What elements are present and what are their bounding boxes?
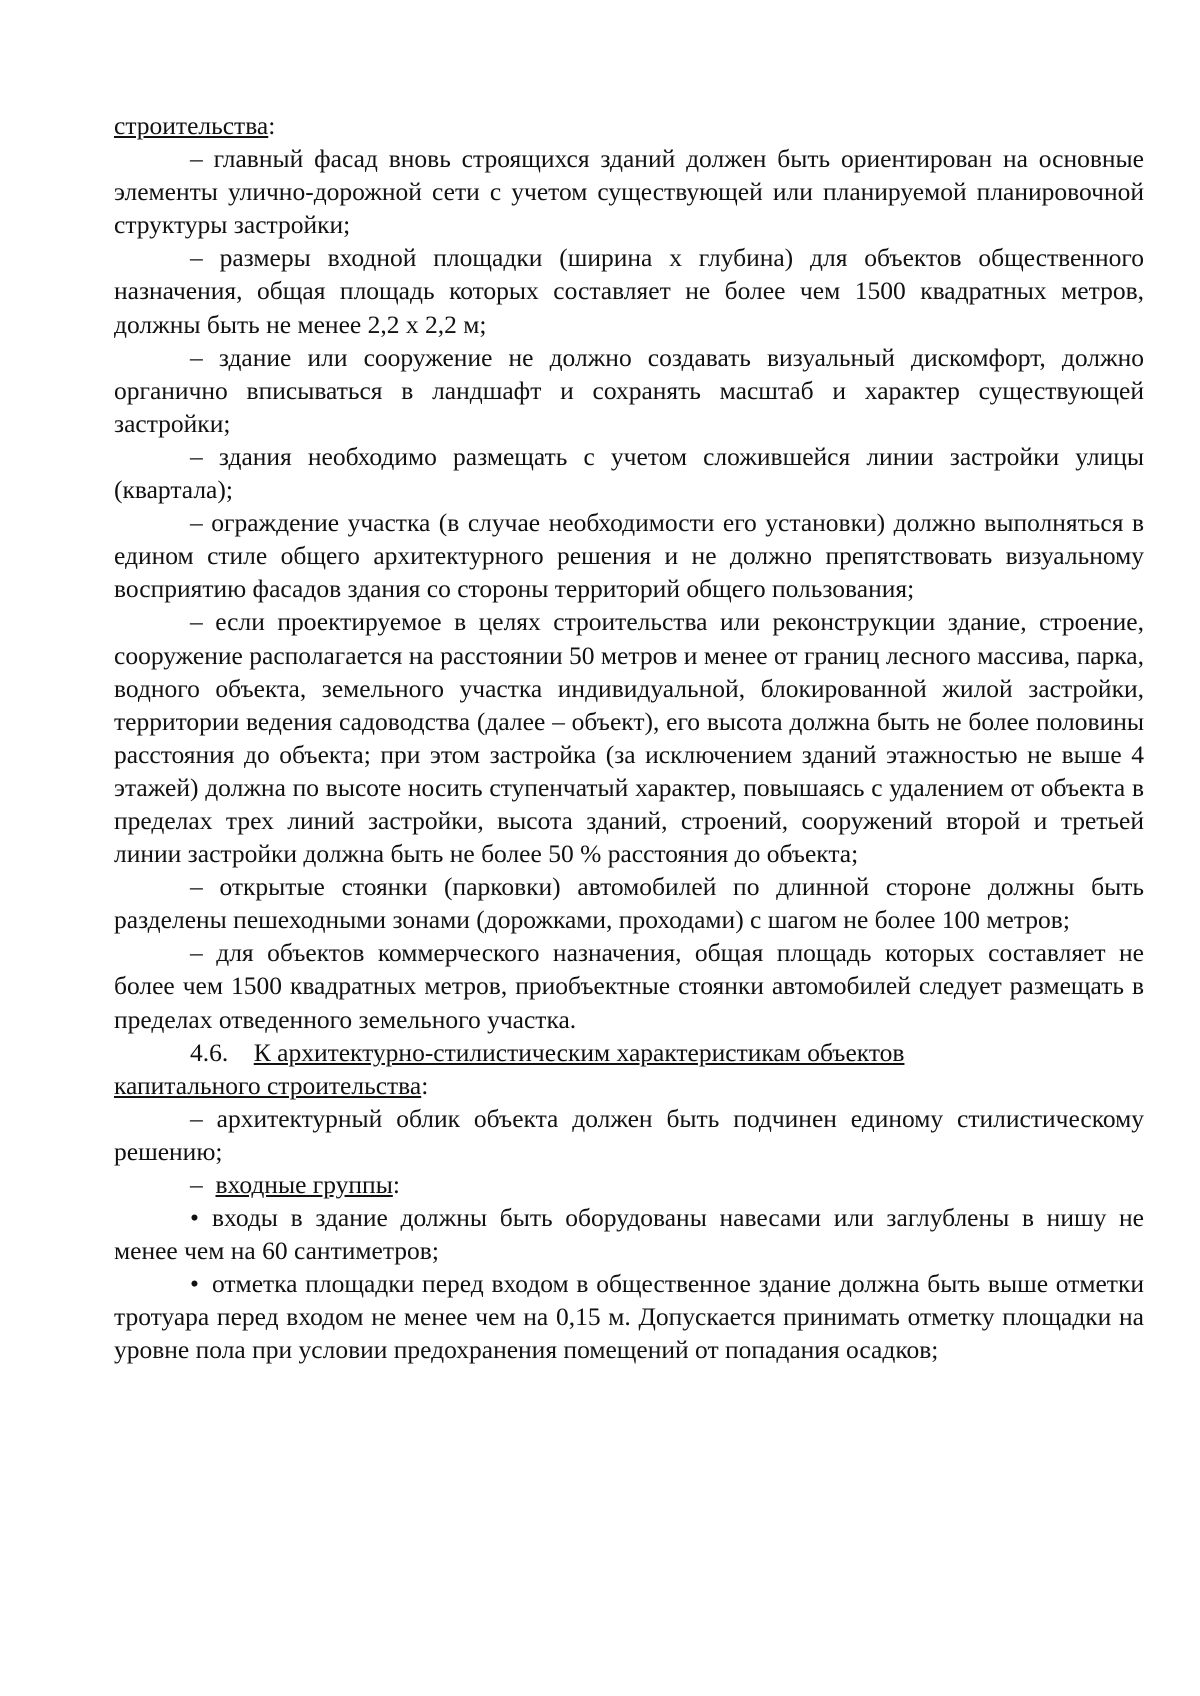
- section-heading: [114, 1036, 1144, 1069]
- bullet-text: входы в здание должны быть оборудованы навесами или заглублены в нишу не менее чем на 60 сантиметров;: [114, 1203, 1144, 1266]
- bullet-icon: •: [190, 1203, 199, 1233]
- list-item: – ограждение участка (в случае необходимости его установки) должно выполняться в едином стиле общего архитектурного решения и не должно препятствовать визуальному восприятию фасадов здания со стороны территорий общего пользования;: [114, 508, 1144, 604]
- section-title-line1: К архитектурно-стилистическим характеристикам объектов: [253, 1037, 905, 1067]
- section-heading-cont: [114, 1069, 1144, 1102]
- entry-groups-dash: –: [190, 1170, 203, 1199]
- bullet-icon: •: [190, 1269, 199, 1299]
- list-item: – главный фасад вновь строящихся зданий должен быть ориентирован на основные элементы улично-дорожной сети с учетом существующей или планируемой планировочной структуры застройки;: [114, 144, 1144, 240]
- bullet-item: [114, 1267, 1144, 1366]
- list-item: – архитектурный облик объекта должен быть подчинен единому стилистическому решению;: [114, 1103, 1144, 1166]
- entry-groups-colon: :: [392, 1170, 400, 1199]
- list-item: – размеры входной площадки (ширина х глубина) для объектов общественного назначения, общая площадь которых составляет не более чем 1500 квадратных метров, должны быть не менее 2,2 х 2,2 м;: [114, 243, 1144, 339]
- list-item: – здание или сооружение не должно создавать визуальный дискомфорт, должно органично вписываться в ландшафт и сохранять масштаб и характер существующей застройки;: [114, 342, 1144, 438]
- section-number: 4.6.: [190, 1037, 229, 1067]
- intro-line: [114, 109, 1144, 142]
- entry-groups-label: входные группы: [215, 1170, 393, 1199]
- list-item: – здания необходимо размещать с учетом сложившейся линии застройки улицы (квартала);: [114, 441, 1144, 505]
- intro-colon: :: [268, 111, 276, 140]
- document-body: [114, 109, 1144, 1367]
- section-title-line2: капитального строительства: [114, 1070, 422, 1100]
- bullet-text: отметка площадки перед входом в общественное здание должна быть выше отметки тротуара перед входом не менее чем на 0,15 м. Допускается принимать отметку площадки на уровне пола при условии предохранения помещений от попадания осадков;: [114, 1269, 1144, 1365]
- list-item: – для объектов коммерческого назначения, общая площадь которых составляет не более чем 1500 квадратных метров, приобъектные стоянки автомобилей следует размещать в пределах отведенного земельного участка.: [114, 938, 1144, 1034]
- list-item: – если проектируемое в целях строительства или реконструкции здание, строение, сооружение располагается на расстоянии 50 метров и менее от границ лесного массива, парка, водного объекта, земельного участка индивидуальной, блокированной жилой застройки, территории ведения садоводства (далее – объект), его высота должна быть не более половины расстояния до объекта; при этом застройка (за исключением зданий этажностью не выше 4 этажей) должна по высоте носить ступенчатый характер, повышаясь с удалением от объекта в пределах трех линий застройки, высота зданий, строений, сооружений второй и третьей линии застройки должна быть не более 50 % расстояния до объекта;: [114, 607, 1144, 869]
- bullet-item: [114, 1201, 1144, 1267]
- section-colon: :: [421, 1070, 429, 1100]
- entry-groups-line: [114, 1168, 1144, 1201]
- intro-heading: строительства: [114, 111, 269, 140]
- list-item: – открытые стоянки (парковки) автомобилей по длинной стороне должны быть разделены пешеходными зонами (дорожками, проходами) с шагом не более 100 метров;: [114, 872, 1144, 935]
